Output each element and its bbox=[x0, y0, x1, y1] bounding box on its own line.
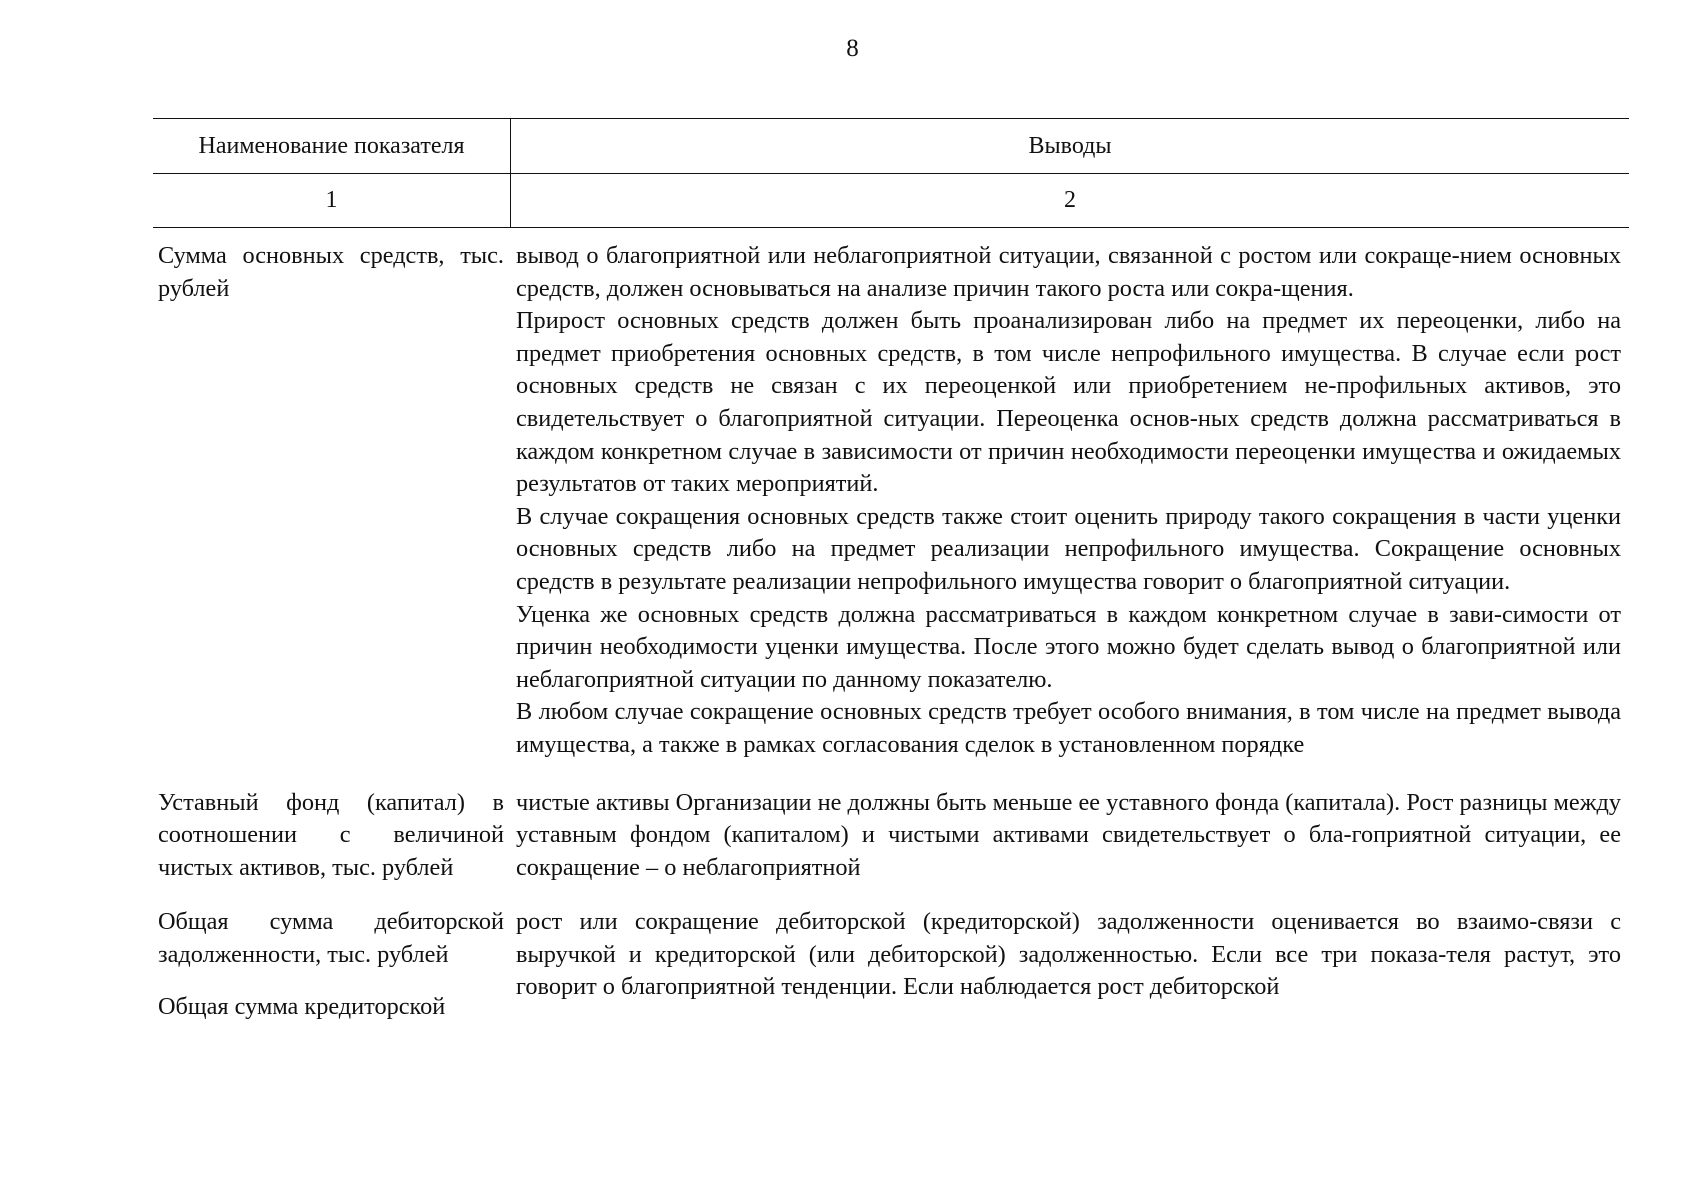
header-conclusions: Выводы bbox=[1028, 132, 1112, 159]
indicators-table bbox=[153, 118, 1629, 1024]
conclusion-paragraph: Прирост основных средств должен быть проанализирован либо на предмет их переоценки, либо на предмет приобретения основных средств, в том числе непрофильного имущества. В случае если рост основных средств не связан с их переоценкой или приобретением не-профильных активов, это свидетельствует о благоприятной ситуации. Переоценка основ-ных средств должна рассматриваться в каждом конкретном случае в зависимости от причин необходимости переоценки имущества и ожидаемых результатов от таких мероприятий. bbox=[516, 307, 1621, 498]
column-number-1: 1 bbox=[325, 187, 338, 213]
conclusion-paragraph: Уценка же основных средств должна рассматриваться в каждом конкретном случае в зави-симости от причин необходимости уценки имущества. После этого можно будет сделать вывод о благоприятной или неблагоприятной ситуации по данному показателю. bbox=[516, 600, 1621, 693]
conclusion-cell bbox=[510, 787, 1635, 885]
header-indicator-name: Наименование показателя bbox=[198, 132, 465, 159]
indicator-name: Общая сумма дебиторской задолженности, тыс. рублей bbox=[158, 908, 504, 968]
conclusion-paragraph: В случае сокращения основных средств также стоит оценить природу такого сокращения в части уценки основных средств либо на предмет реализации непрофильного имущества. Сокращение основных средств в результате реализации непрофильного имущества говорит о благоприятной ситуации. bbox=[516, 502, 1621, 595]
conclusion-paragraph: В любом случае сокращение основных средств требует особого внимания, в том числе на предмет вывода имущества, а также в рамках согласования сделок в установленном порядке bbox=[516, 698, 1621, 758]
column-number-row bbox=[153, 173, 1629, 228]
indicator-name: Уставный фонд (капитал) в соотношении с величиной чистых активов, тыс. рублей bbox=[158, 788, 504, 881]
indicator-cell bbox=[153, 906, 510, 1024]
indicator-cell bbox=[153, 240, 510, 762]
indicator-cell bbox=[153, 787, 510, 885]
conclusion-paragraph: рост или сокращение дебиторской (кредиторской) задолженности оценивается во взаимо-связи с выручкой и кредиторской (или дебиторской) задолженностью. Если все три показа-теля растут, это говорит о благоприятной тенденции. Если наблюдается рост дебиторской bbox=[516, 908, 1621, 1001]
conclusion-paragraph: вывод о благоприятной или неблагоприятной ситуации, связанной с ростом или сокраще-нием основных средств, должен основываться на анализе причин такого роста или сокра-щения. bbox=[516, 242, 1621, 302]
table-row bbox=[153, 240, 1629, 762]
indicator-name: Общая сумма кредиторской bbox=[158, 993, 446, 1021]
indicator-name: Сумма основных средств, тыс. рублей bbox=[158, 242, 504, 302]
page-number: 8 bbox=[846, 35, 859, 62]
conclusion-cell bbox=[510, 906, 1635, 1024]
table-header-row bbox=[153, 118, 1629, 173]
table-row bbox=[153, 906, 1629, 1024]
conclusion-paragraph: чистые активы Организации не должны быть меньше ее уставного фонда (капитала). Рост разницы между уставным фондом (капиталом) и чистыми активами свидетельствует о бла-гоприятной ситуации, ее сокращение – о неблагоприятной bbox=[516, 788, 1621, 881]
table-row bbox=[153, 787, 1629, 885]
conclusion-cell bbox=[510, 240, 1635, 762]
column-number-2: 2 bbox=[1064, 187, 1076, 213]
